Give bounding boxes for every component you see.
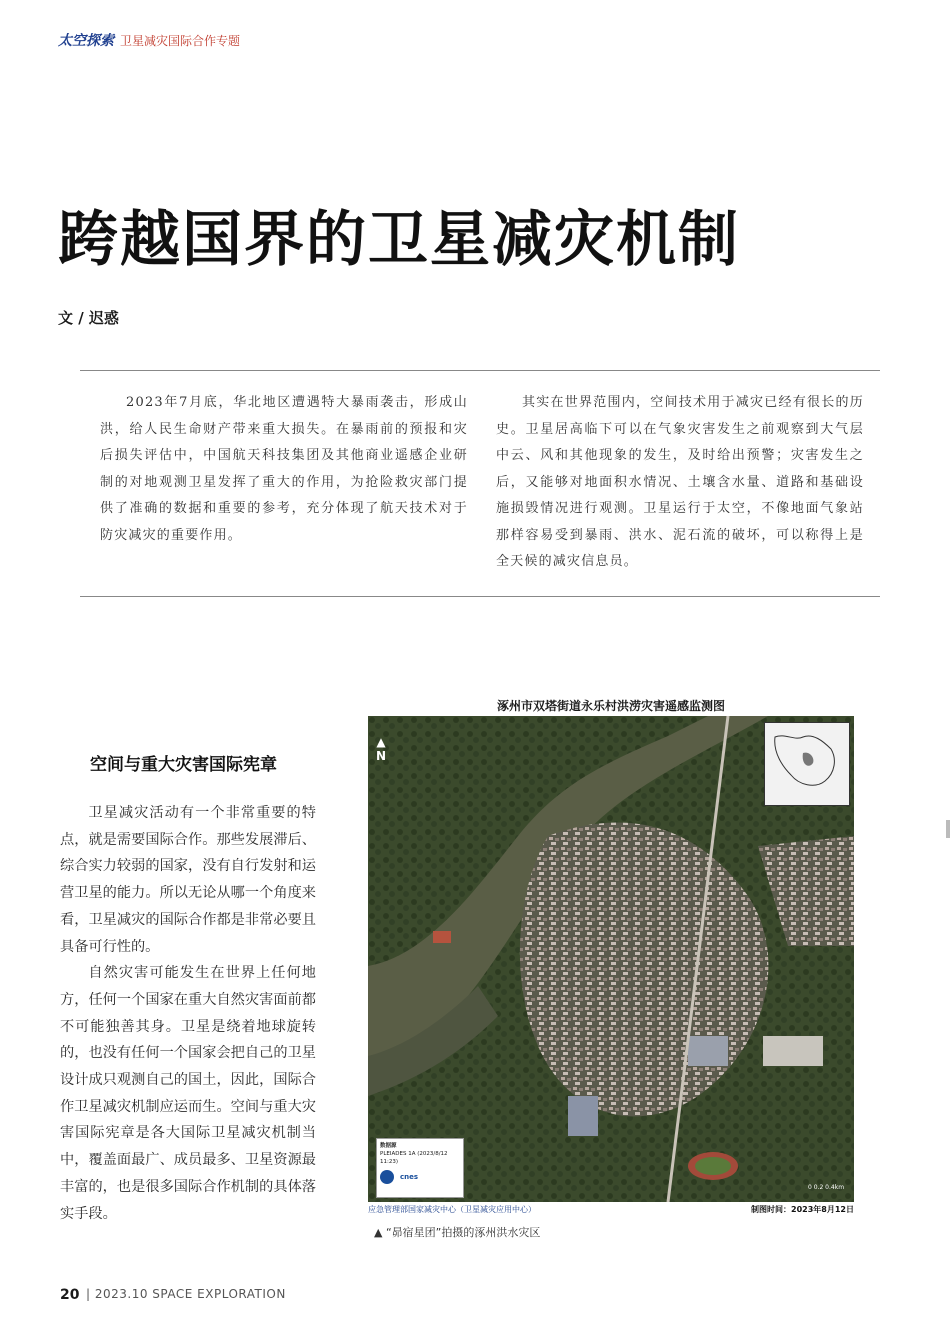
intro-bottom-rule — [80, 596, 880, 597]
inset-map-drawing — [765, 723, 849, 805]
legend-logos — [380, 1170, 460, 1184]
feature-topic: 卫星减灾国际合作专题 — [120, 34, 241, 48]
running-header — [58, 30, 240, 50]
section-body — [60, 800, 316, 1227]
figure-title: 涿州市双塔街道永乐村洪涝灾害遥感监测图 — [496, 699, 725, 713]
production-date: 制图时间：2023年8月12日 — [751, 1205, 854, 1214]
section-heading: 空间与重大灾害国际宪章 — [90, 755, 277, 775]
issue-label: | 2023.10 SPACE EXPLORATION — [86, 1287, 286, 1301]
intro-right — [496, 390, 864, 576]
page-number: 20 — [60, 1287, 80, 1303]
author-byline: 文 / 迟惑 — [58, 309, 119, 327]
magazine-brand: 太空探索 — [58, 33, 114, 49]
intro-top-rule — [80, 370, 880, 371]
article-title: 跨越国界的卫星减灾机制 — [58, 205, 740, 275]
legend-title: 数据源 — [380, 1143, 397, 1149]
figure-caption: ▲ “昴宿星团”拍摄的涿州洪水灾区 — [374, 1226, 541, 1239]
intro-left — [100, 390, 468, 549]
map-legend — [376, 1138, 464, 1198]
agency-logo-icon — [380, 1170, 394, 1184]
body-paragraph-1: 卫星减灾活动有一个非常重要的特点，就是需要国际合作。那些发展滞后、综合实力较弱的国家，没有自行发射和运营卫星的能力。所以无论从哪一个角度来看，卫星减灾的国际合作都是非常必要且具备可行性的。 — [60, 805, 316, 955]
page-edge-mark — [946, 820, 950, 838]
location-inset-map — [764, 722, 850, 806]
north-label: N — [376, 749, 387, 763]
legend-source: PLEIADES 1A (2023/8/12 11:23) — [380, 1151, 448, 1165]
north-arrow-icon: ▲ N — [376, 735, 387, 763]
cnes-logo: cnes — [400, 1173, 419, 1181]
scale-bar: 0 0.2 0.4km — [808, 1184, 845, 1191]
figure-footer — [368, 1204, 854, 1215]
intro-right-paragraph: 其实在世界范围内，空间技术用于减灾已经有很长的历史。卫星居高临下可以在气象灾害发生之前观察到大气层中云、风和其他现象的发生，及时给出预警；灾害发生之后，又能够对地面积水情况、土壤含水量、道路和基础设施损毁情况进行观测。卫星运行于太空，不像地面气象站那样容易受到暴雨、洪水、泥石流的破坏，可以称得上是全天候的减灾信息员。 — [496, 395, 864, 569]
intro-left-paragraph: 2023年7月底，华北地区遭遇特大暴雨袭击，形成山洪，给人民生命财产带来重大损失。在暴雨前的预报和灾后损失评估中，中国航天科技集团及其他商业遥感企业研制的对地观测卫星发挥了重大的作用，为抢险救灾部门提供了准确的数据和重要的参考，充分体现了航天技术对于防灾减灾的重要作用。 — [100, 395, 468, 543]
producer-org: 应急管理部国家减灾中心（卫星减灾应用中心） — [368, 1205, 536, 1214]
body-paragraph-2: 自然灾害可能发生在世界上任何地方，任何一个国家在重大自然灾害面前都不可能独善其身。卫星是绕着地球旋转的，也没有任何一个国家会把自己的卫星设计成只观测自己的国土，因此，国际合作卫星减灾机制应运而生。空间与重大灾害国际宪章是各大国际卫星减灾机制当中，覆盖面最广、成员最多、卫星资源最丰富的，也是很多国际合作机制的具体落实手段。 — [60, 965, 316, 1222]
